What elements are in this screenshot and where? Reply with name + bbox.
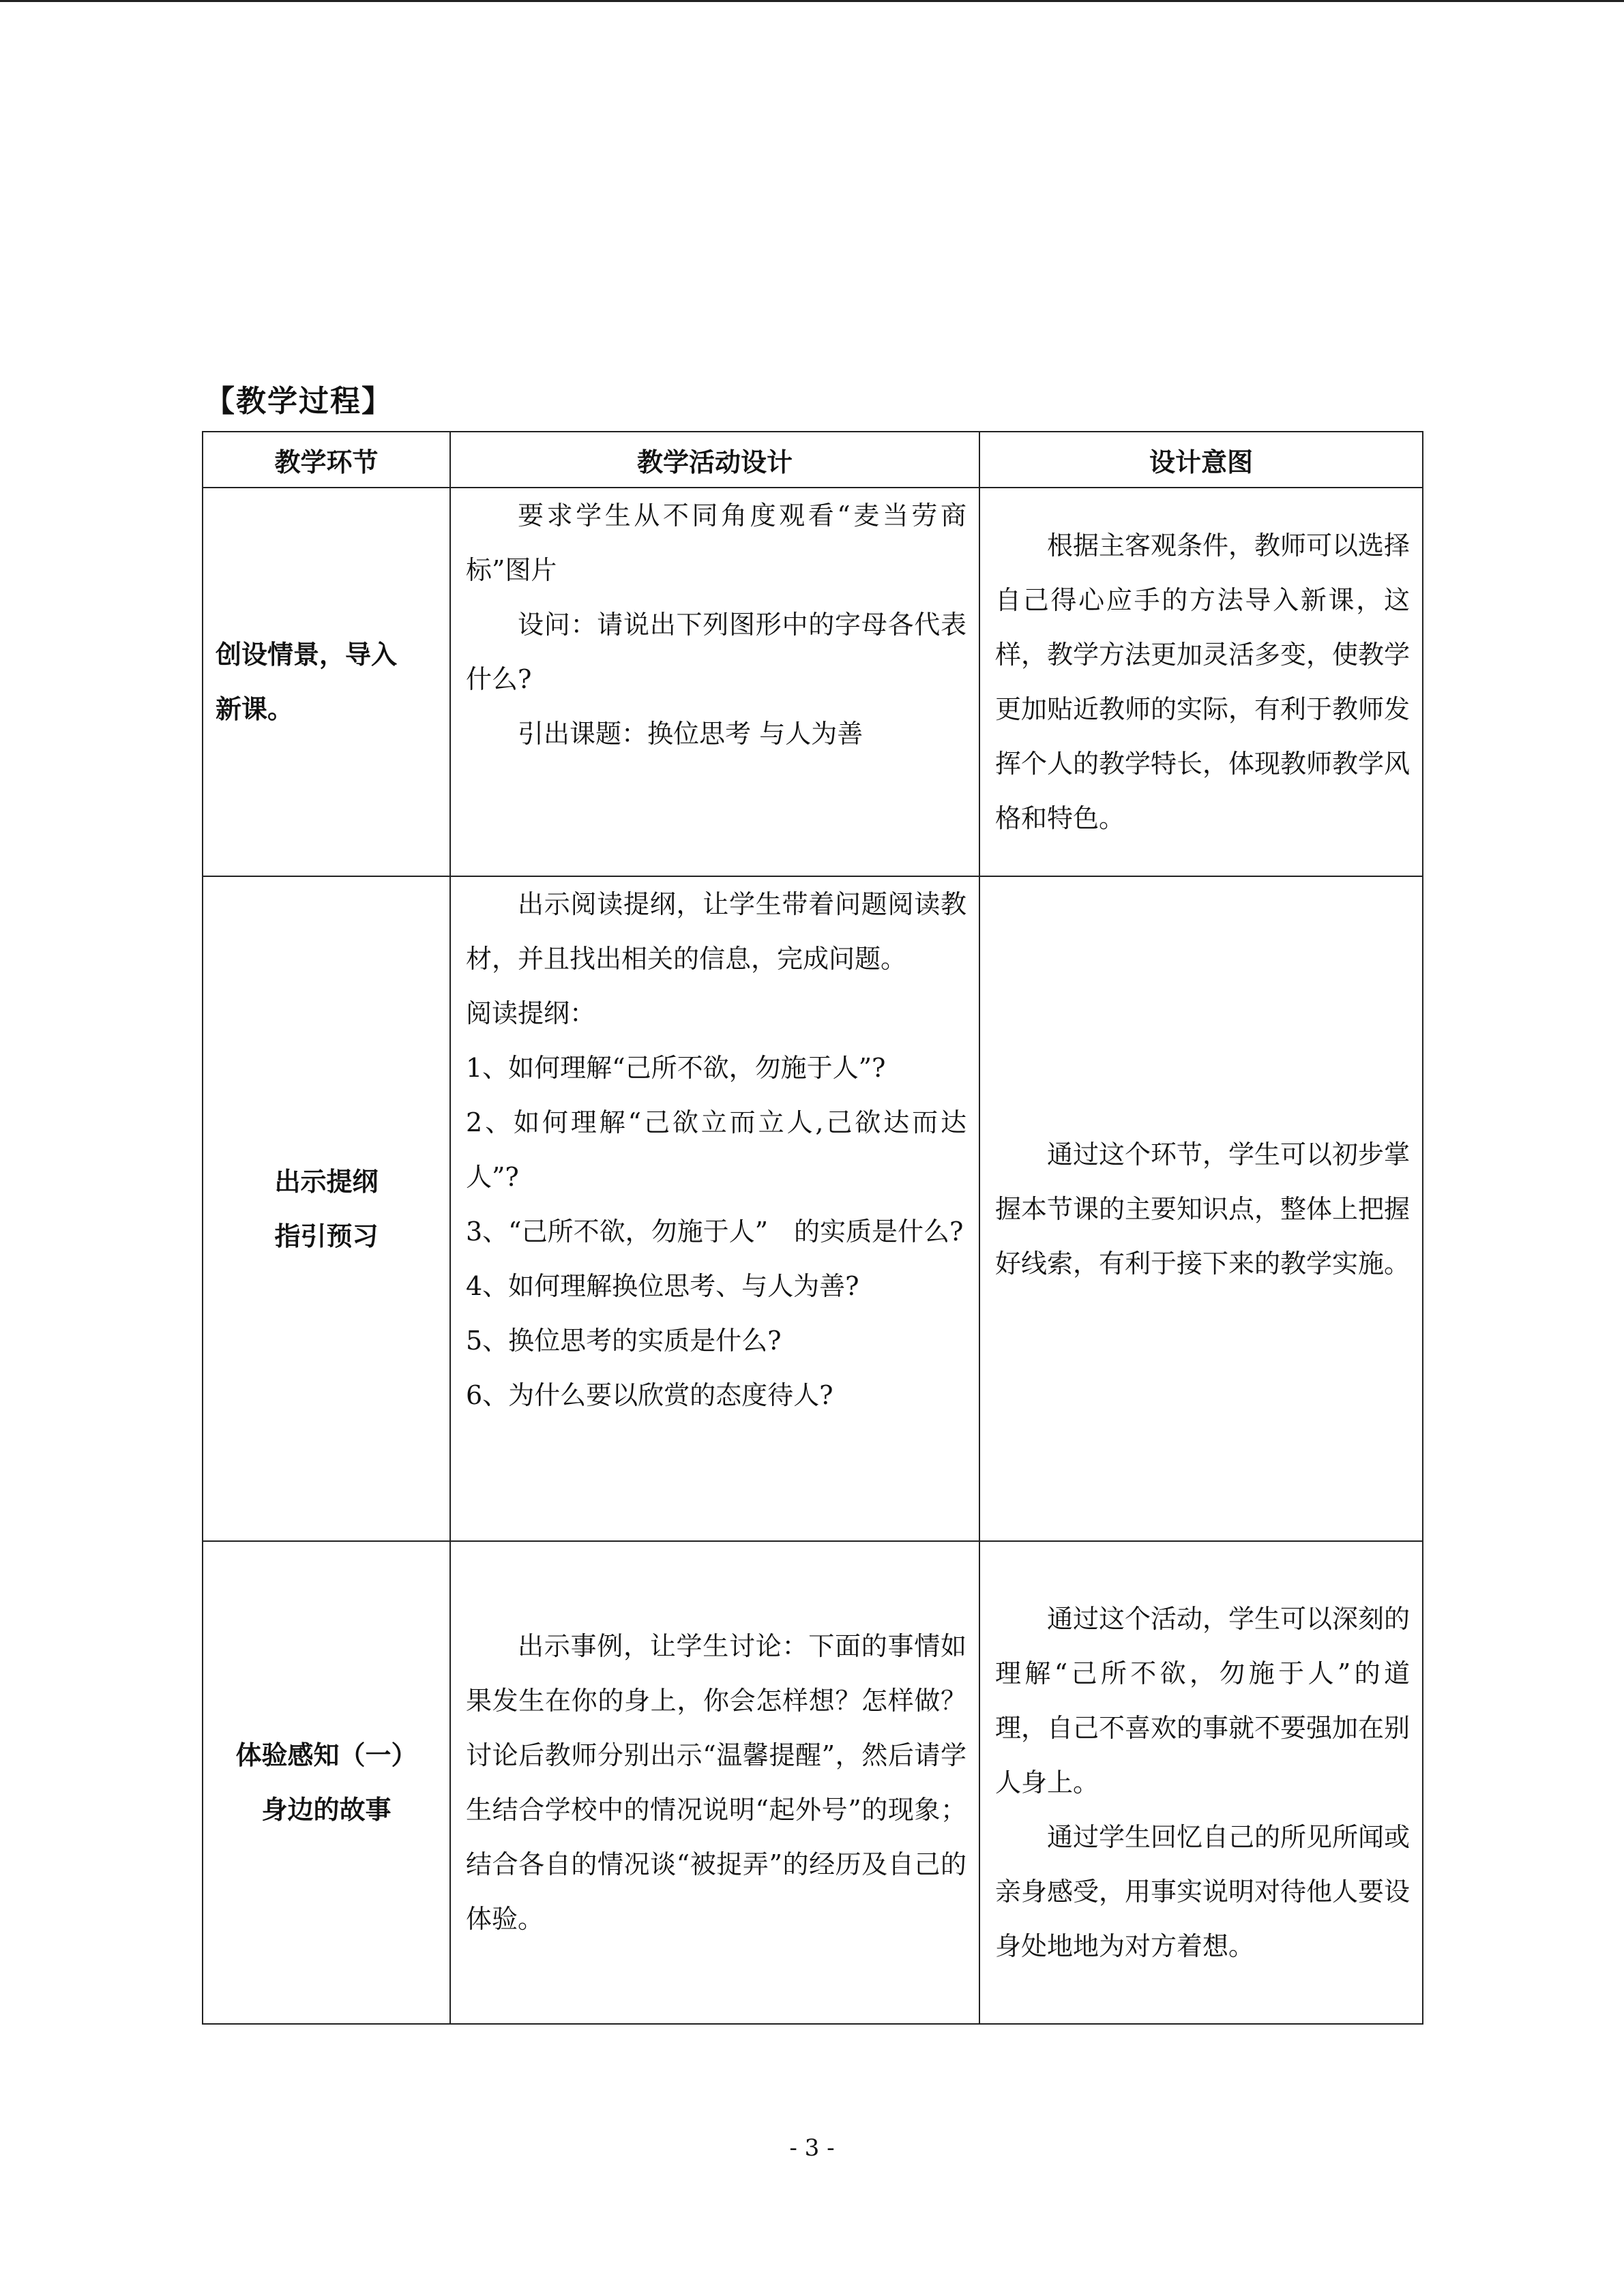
intent-paragraph: 通过这个活动，学生可以深刻的理解“己所不欲，勿施于人”的道理，自己不喜欢的事就不要强加在别人身上。 [995, 1604, 1411, 1798]
intent-cell [979, 876, 1423, 1541]
top-border-line [0, 0, 1624, 2]
outline-item: 3、“己所不欲，勿施于人” 的实质是什么? [466, 1217, 964, 1247]
header-activity: 教学活动设计 [450, 432, 979, 488]
stage-cell [203, 876, 450, 1541]
outline-item: 6、为什么要以欣赏的态度待人? [466, 1380, 833, 1410]
intent-paragraph: 根据主客观条件，教师可以选择自己得心应手的方法导入新课，这样，教学方法更加灵活多变，使教学更加贴近教师的实际，有利于教师发挥个人的教学特长，体现教师教学风格和特色。 [995, 531, 1411, 833]
table-row [203, 876, 1423, 1541]
stage-line: 新课。 [216, 694, 294, 724]
activity-paragraph: 引出课题：换位思考 与人为善 [518, 719, 863, 749]
stage-line: 体验感知（一） [235, 1740, 417, 1770]
stage-line: 出示提纲 [274, 1166, 379, 1197]
stage-line: 创设情景，导入 [216, 640, 398, 670]
header-intent: 设计意图 [979, 432, 1423, 488]
stage-cell [203, 488, 450, 876]
activity-paragraph: 要求学生从不同角度观看“麦当劳商标”图片 [466, 501, 966, 585]
outline-item: 2、如何理解“己欲立而立人,己欲达而达人”? [466, 1107, 966, 1192]
activity-paragraph: 出示阅读提纲，让学生带着问题阅读教材，并且找出相关的信息，完成问题。 [466, 889, 966, 974]
activity-cell [450, 1541, 979, 2024]
intent-cell [979, 488, 1423, 876]
table-header-row [203, 432, 1423, 488]
intent-paragraph: 通过这个环节，学生可以初步掌握本节课的主要知识点，整体上把握好线索，有利于接下来的教学实施。 [995, 1139, 1411, 1279]
outline-item: 阅读提纲： [466, 998, 596, 1028]
stage-line: 指引预习 [274, 1221, 379, 1251]
outline-item: 1、如何理解“己所不欲，勿施于人”? [466, 1053, 886, 1083]
table-row [203, 1541, 1423, 2024]
teaching-process-table [202, 431, 1423, 2025]
stage-cell [203, 1541, 450, 2024]
section-title: 【教学过程】 [205, 384, 393, 419]
activity-paragraph: 出示事例，让学生讨论：下面的事情如果发生在你的身上，你会怎样想？怎样做？讨论后教师分别出示“温馨提醒”，然后请学生结合学校中的情况说明“起外号”的现象；结合各自的情况谈“被捉弄”的经历及自己的体验。 [466, 1631, 966, 1934]
activity-cell [450, 488, 979, 876]
activity-cell [450, 876, 979, 1541]
table-row [203, 488, 1423, 876]
intent-cell [979, 1541, 1423, 2024]
page-number: - 3 - [789, 2134, 835, 2162]
outline-item: 4、如何理解换位思考、与人为善? [466, 1271, 859, 1301]
intent-paragraph: 通过学生回忆自己的所见所闻或亲身感受，用事实说明对待他人要设身处地地为对方着想。 [995, 1822, 1411, 1961]
stage-line: 身边的故事 [261, 1795, 392, 1825]
header-stage: 教学环节 [203, 432, 450, 488]
outline-item: 5、换位思考的实质是什么? [466, 1326, 782, 1356]
activity-paragraph: 设问：请说出下列图形中的字母各代表什么? [466, 610, 966, 694]
